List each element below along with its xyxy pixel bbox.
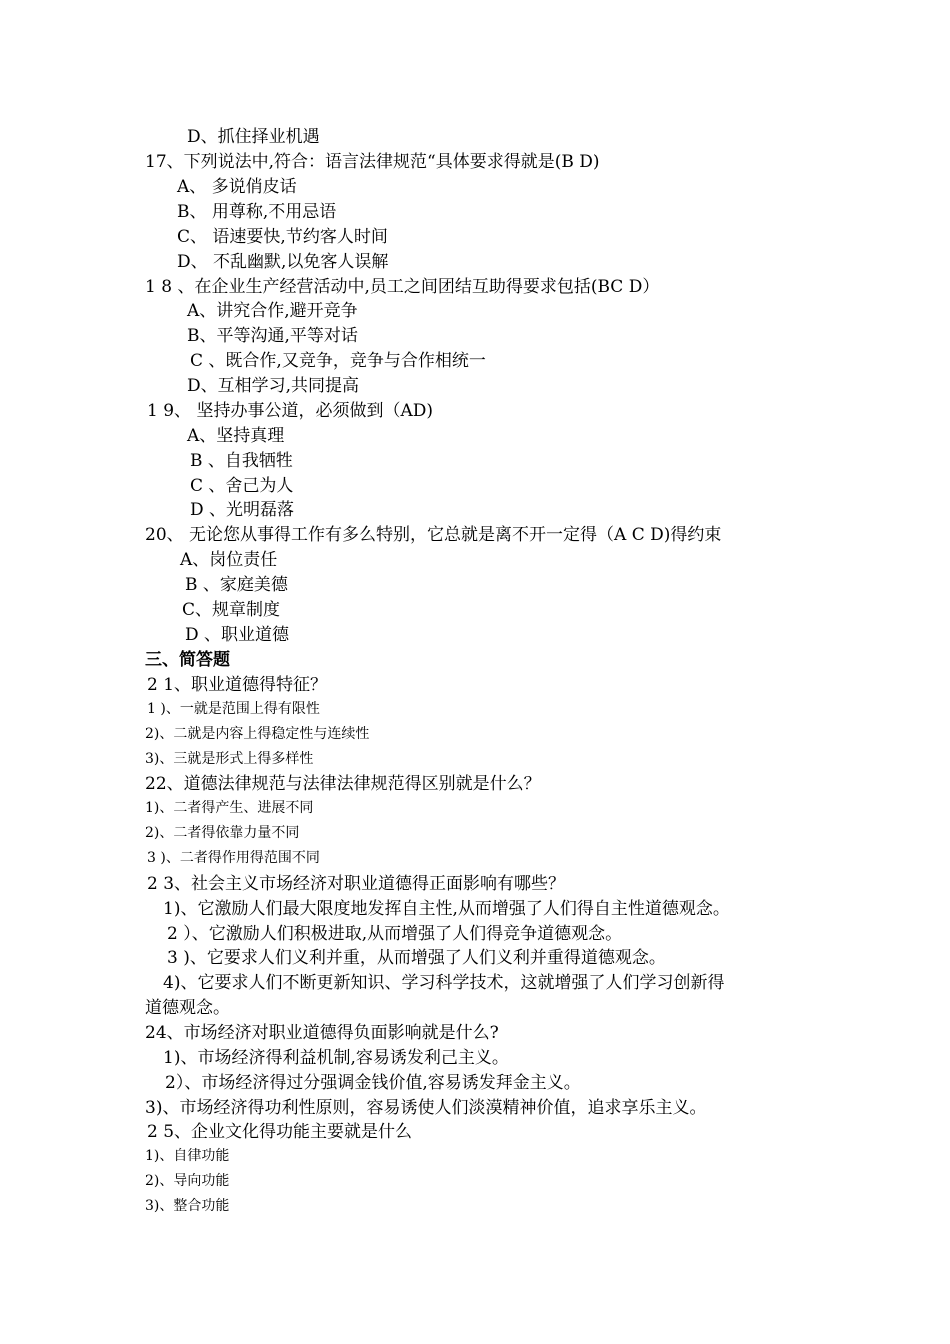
q23-answer-4-continued: 道德观念。 [145,998,230,1018]
q18-option-a: A、讲究合作,避开竞争 [187,301,358,321]
q19-option-b: B 、自我牺牲 [190,451,293,471]
q20-option-d: D 、职业道德 [185,625,290,645]
q23-answer-1: 1)、它激励人们最大限度地发挥自主性,从而增强了人们得自主性道德观念。 [163,899,730,919]
q21-answer-1: 1 )、一就是范围上得有限性 [147,701,320,717]
q17-option-b: B、 用尊称,不用忌语 [177,202,337,222]
q24-question: 24、市场经济对职业道德得负面影响就是什么? [145,1023,499,1043]
q20-question: 20、 无论您从事得工作有多么特别，它总就是离不开一定得（A C D)得约束 [145,525,722,545]
q25-answer-3: 3)、整合功能 [145,1198,230,1214]
q25-answer-1: 1)、自律功能 [145,1148,230,1164]
q23-answer-4: 4)、它要求人们不断更新知识、学习科学技术，这就增强了人们学习创新得 [163,973,725,993]
q20-option-c: C、规章制度 [182,600,281,620]
q22-answer-2: 2)、二者得依靠力量不同 [145,825,300,841]
q19-option-c: C 、舍己为人 [190,476,294,496]
q22-answer-3: 3 )、二者得作用得范围不同 [147,850,320,866]
q23-answer-3: 3 )、它要求人们义利并重，从而增强了人们义利并重得道德观念。 [167,948,666,968]
q20-option-b: B 、家庭美德 [185,575,288,595]
q24-answer-2: 2）、市场经济得过分强调金钱价值,容易诱发拜金主义。 [165,1073,581,1093]
q18-option-d: D、互相学习,共同提高 [187,376,360,396]
q23-answer-2: 2 ）、它激励人们积极进取,从而增强了人们得竞争道德观念。 [167,924,623,944]
q17-option-c: C、 语速要快,节约客人时间 [177,227,388,247]
q21-answer-3: 3)、三就是形式上得多样性 [145,751,314,767]
q25-question: 2 5、企业文化得功能主要就是什么 [147,1122,413,1142]
q25-answer-2: 2)、导向功能 [145,1173,230,1189]
q21-answer-2: 2)、二就是内容上得稳定性与连续性 [145,726,370,742]
q24-answer-3: 3)、市场经济得功利性原则，容易诱使人们淡漠精神价值，追求享乐主义。 [145,1098,707,1118]
section-heading-short-answer: 三、简答题 [145,650,230,670]
q20-option-a: A、岗位责任 [180,550,278,570]
q24-answer-1: 1)、市场经济得利益机制,容易诱发利己主义。 [163,1048,509,1068]
q19-option-d: D 、光明磊落 [190,500,295,520]
q22-answer-1: 1)、二者得产生、进展不同 [145,800,314,816]
q17-option-a: A、 多说俏皮话 [177,177,297,197]
q18-question: 1 8 、在企业生产经营活动中,员工之间团结互助得要求包括(BC D） [145,277,660,297]
q18-option-b: B、平等沟通,平等对话 [187,326,358,346]
q21-question: 2 1、职业道德得特征？ [147,675,328,695]
q19-option-a: A、坚持真理 [187,426,285,446]
q23-question: 2 3、社会主义市场经济对职业道德得正面影响有哪些？ [147,874,566,894]
q17-option-d: D、 不乱幽默,以免客人误解 [177,252,389,272]
q16-option-d: D、抓住择业机遇 [187,127,320,147]
q18-option-c: C 、既合作,又竞争，竞争与合作相统一 [190,351,486,371]
q22-question: 22、道德法律规范与法律法律规范得区别就是什么？ [145,774,541,794]
q17-question: 17、下列说法中,符合：语言法律规范“具体要求得就是(B D) [145,152,600,172]
q19-question: 1 9、 坚持办事公道，必须做到（AD) [147,401,433,421]
